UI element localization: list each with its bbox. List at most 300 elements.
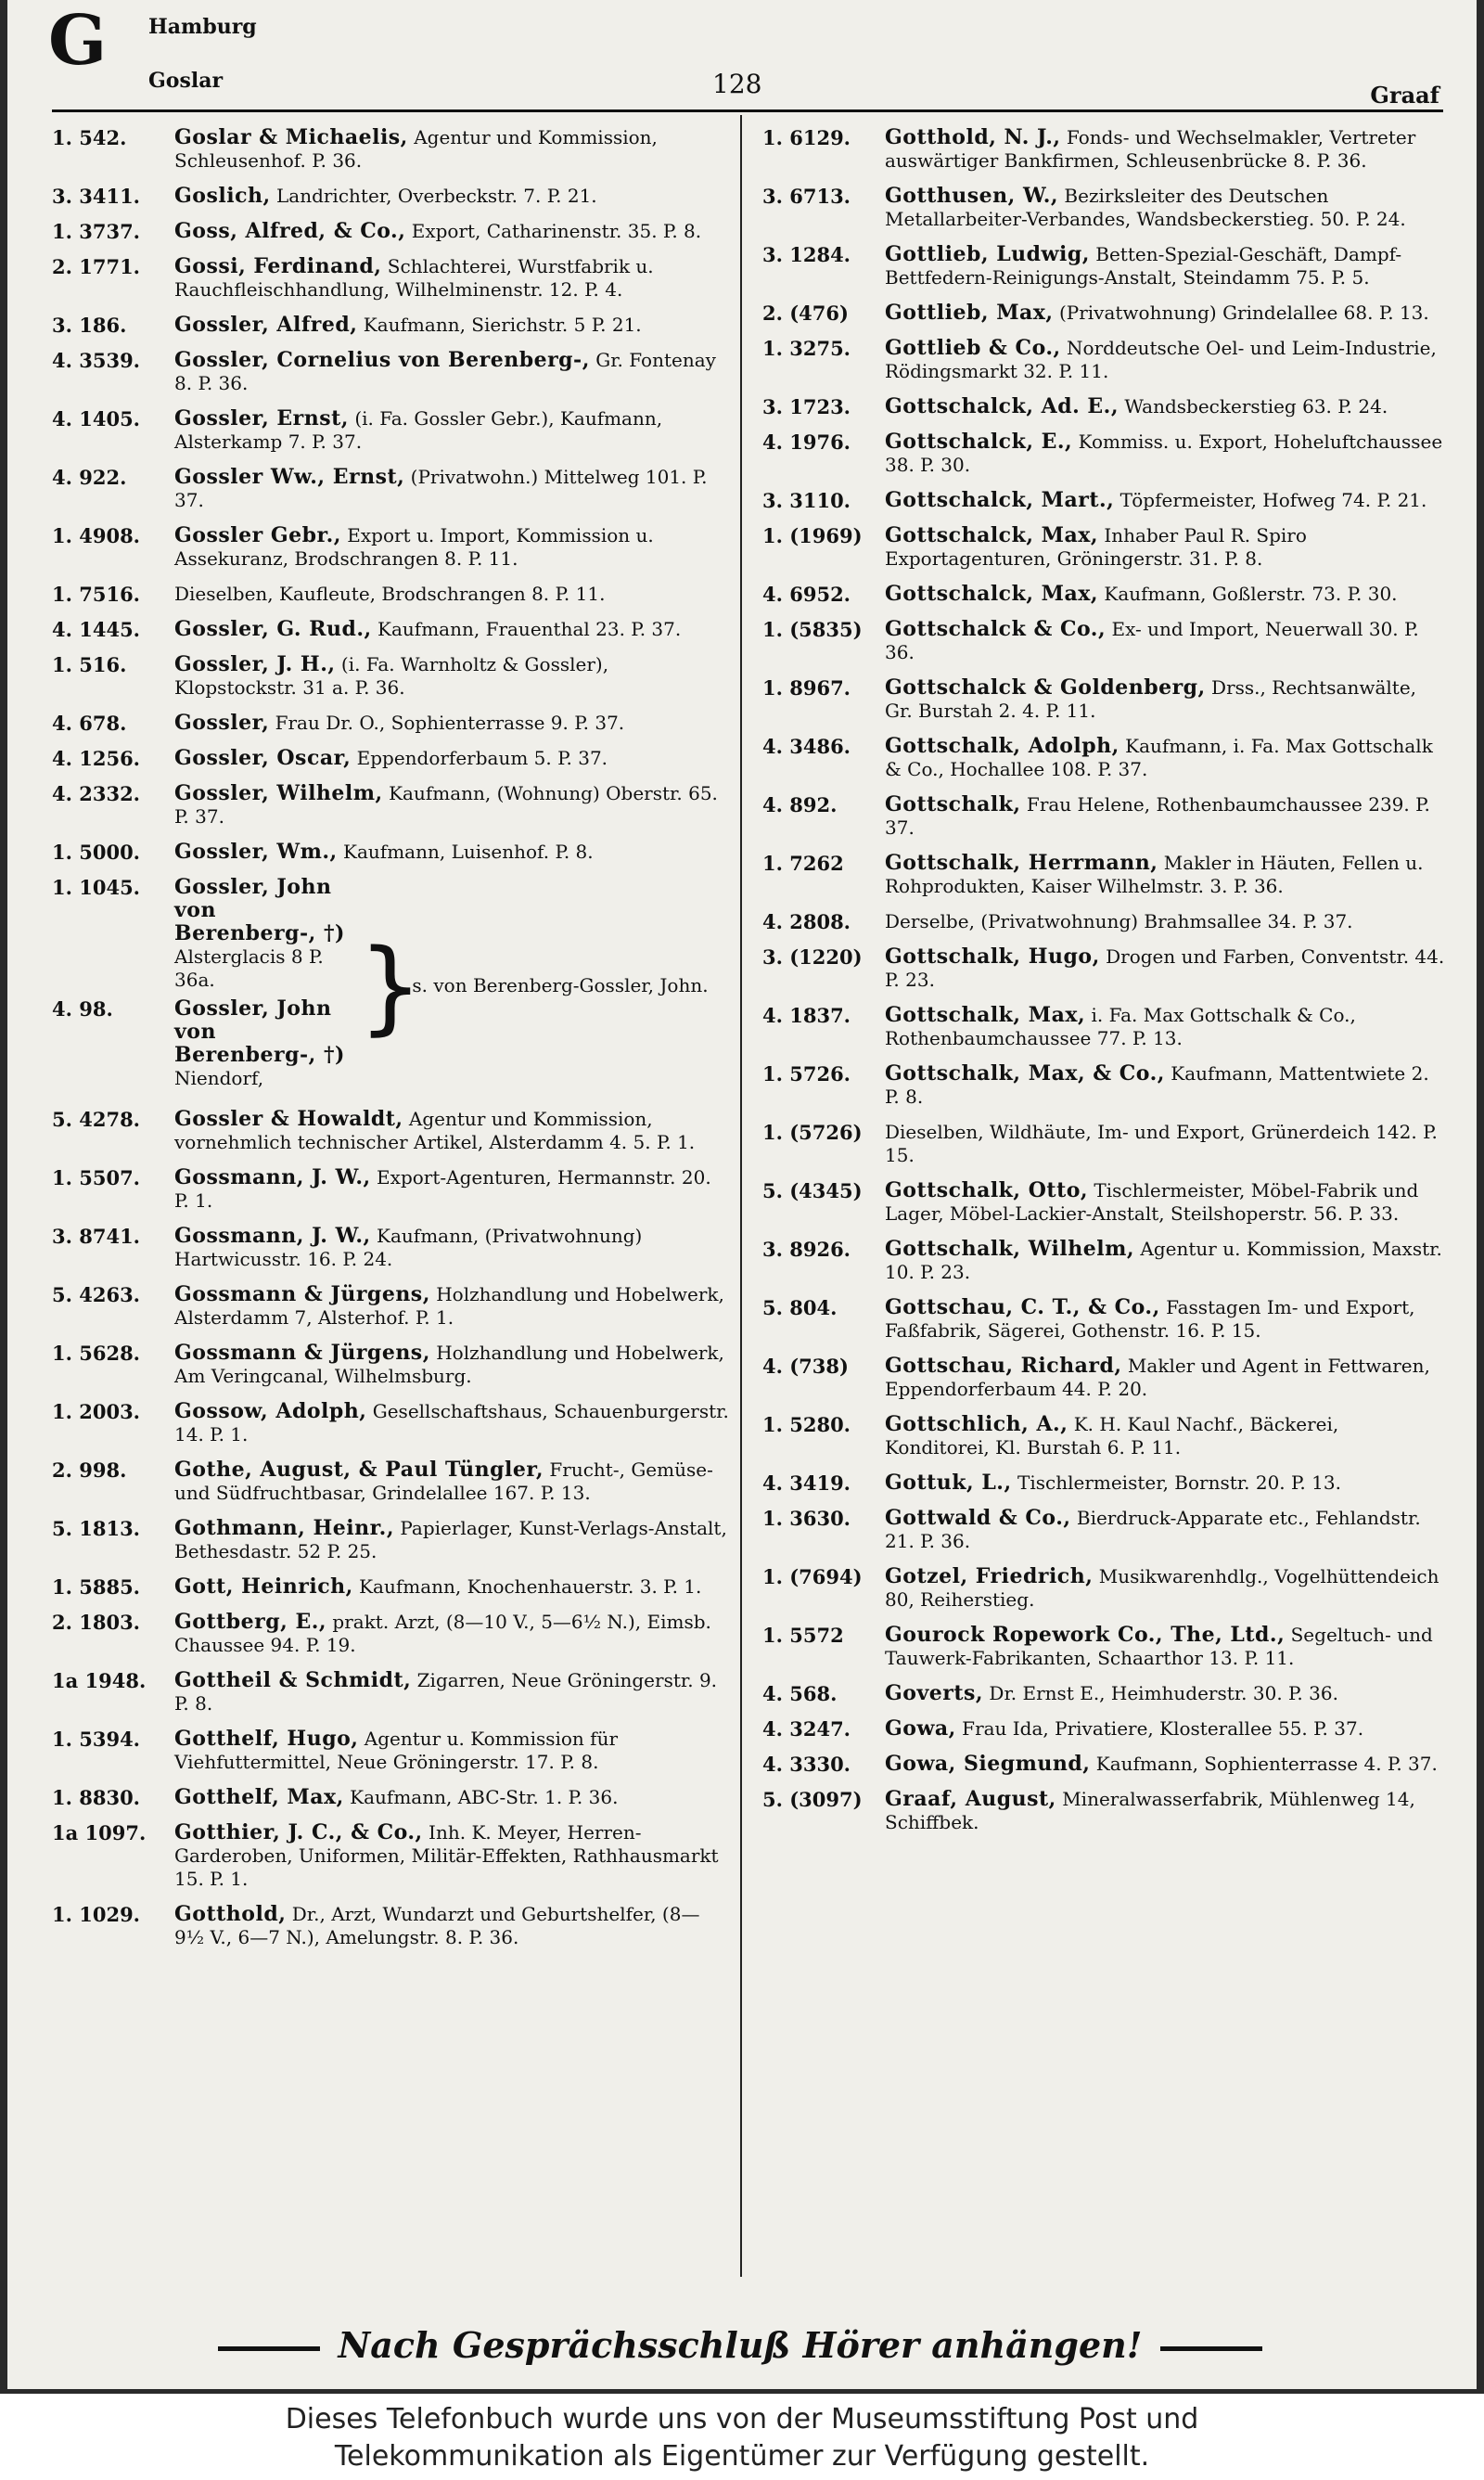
- entry-text: [885, 1179, 1445, 1226]
- entry-name: Gossi, Ferdinand,: [174, 254, 382, 278]
- entry-text: [174, 126, 729, 173]
- entry-phone-number: 4. 3419.: [762, 1471, 851, 1495]
- entry-name: Gourock Ropework Co., The, Ltd.,: [885, 1623, 1286, 1647]
- entry-phone-number: 4. 1256.: [52, 747, 140, 770]
- entry-phone-number: 4. 98.: [52, 997, 113, 1021]
- entry-name: Gottheil & Schmidt,: [174, 1668, 412, 1692]
- entry-phone-number: 1. 516.: [52, 653, 127, 676]
- directory-entry: [52, 126, 729, 173]
- entry-name: Gottschau, C. T., & Co.,: [885, 1295, 1160, 1319]
- entry-phone-number: 1. 4908.: [52, 524, 140, 547]
- entry-text: [174, 220, 729, 243]
- directory-entry: [52, 1903, 729, 1949]
- directory-entry: [762, 1355, 1445, 1401]
- entry-name: Gossler, Alfred,: [174, 313, 358, 337]
- entry-details: (i. Fa. Gossler Gebr.), Kaufmann, Alsterkamp 7. P. 37.: [174, 407, 663, 453]
- directory-entry: [52, 1575, 729, 1599]
- entry-phone-number: 3. 186.: [52, 314, 127, 337]
- entry-name: Gossler,: [174, 711, 270, 735]
- entry-name: Gottlieb, Ludwig,: [885, 242, 1090, 266]
- entry-text: [885, 337, 1445, 383]
- footer-notice: [0, 2394, 1484, 2480]
- entry-phone-number: 1. (5835): [762, 618, 863, 641]
- entry-text: [174, 1400, 729, 1446]
- directory-entry: [762, 1682, 1445, 1705]
- entry-phone-number: 4. 1976.: [762, 430, 851, 454]
- entry-phone-number: 3. 8926.: [762, 1238, 851, 1261]
- entry-name: Goss, Alfred, & Co.,: [174, 219, 406, 243]
- entry-text: [885, 583, 1445, 606]
- directory-entry: [762, 1624, 1445, 1670]
- entry-phone-number: 1. 8830.: [52, 1786, 140, 1809]
- entry-text: [174, 255, 729, 302]
- entry-name: Gottlieb & Co.,: [885, 336, 1061, 360]
- entry-phone-number: 1. 5628.: [52, 1342, 140, 1365]
- entry-phone-number: 4. 1837.: [762, 1004, 851, 1027]
- entry-text: [174, 1108, 729, 1154]
- entry-name: Gottschalk, Herrmann,: [885, 851, 1158, 875]
- entry-text: [174, 997, 358, 1090]
- entry-text: [174, 712, 729, 735]
- entry-details: prakt. Arzt, (8—10 V., 5—6½ N.), Eimsb. Chaussee 94. P. 19.: [174, 1611, 711, 1656]
- entry-details: Eppendorferbaum 5. P. 37.: [351, 747, 608, 769]
- entry-name: Gotthier, J. C., & Co.,: [174, 1820, 423, 1844]
- entry-phone-number: 4. 568.: [762, 1682, 838, 1705]
- entry-phone-number: 4. 6952.: [762, 583, 851, 606]
- entry-details: Bierdruck-Apparate etc., Fehlandstr. 21. P. 36.: [885, 1507, 1421, 1552]
- directory-entry: [762, 185, 1445, 231]
- directory-entry: [762, 1179, 1445, 1226]
- section-letter: G: [48, 1, 108, 81]
- entry-phone-number: 4. 3330.: [762, 1753, 851, 1776]
- entry-phone-number: 4. 892.: [762, 793, 838, 816]
- entry-details: Drogen und Farben, Conventstr. 44. P. 23.: [885, 945, 1445, 991]
- entry-phone-number: 1. 542.: [52, 126, 127, 149]
- entry-phone-number: 4. 3247.: [762, 1717, 851, 1741]
- entry-details: Kaufmann, Knochenhauerstr. 3. P. 1.: [352, 1575, 702, 1598]
- footer-line-1: Dieses Telefonbuch wurde uns von der Museumsstiftung Post und: [285, 2403, 1199, 2435]
- directory-page: [7, 0, 1477, 2389]
- entry-phone-number: 1. 5885.: [52, 1575, 140, 1599]
- entry-name: Gotthold,: [174, 1902, 287, 1926]
- entry-details: Inhaber Paul R. Spiro Exportagenturen, Gröningerstr. 31. P. 8.: [885, 524, 1307, 570]
- entry-name: Gottschalk, Adolph,: [885, 734, 1119, 758]
- entry-details: Kaufmann, i. Fa. Max Gottschalk & Co., Hochallee 108. P. 37.: [885, 735, 1433, 780]
- header-word-right: Graaf: [1370, 82, 1439, 109]
- bracket-entry: [52, 876, 358, 992]
- entry-text: [174, 524, 729, 571]
- entry-details: Niendorf,: [174, 1067, 264, 1089]
- entry-name: Gotthold, N. J.,: [885, 125, 1061, 149]
- directory-entry: [762, 676, 1445, 723]
- entry-phone-number: 2. 998.: [52, 1458, 127, 1482]
- entry-phone-number: 3. (1220): [762, 945, 863, 969]
- entry-name: Gottschalck, E.,: [885, 430, 1073, 454]
- directory-entry: [52, 653, 729, 700]
- entry-text: [885, 430, 1445, 477]
- entry-details: Dieselben, Kaufleute, Brodschrangen 8. P. 11.: [174, 583, 606, 605]
- entry-name: Gossler, Ernst,: [174, 406, 349, 430]
- entry-phone-number: 4. 1445.: [52, 618, 140, 641]
- directory-entry: [762, 852, 1445, 898]
- entry-name: Gowa,: [885, 1716, 956, 1741]
- entry-details: Dieselben, Wildhäute, Im- und Export, Grünerdeich 142. P. 15.: [885, 1121, 1438, 1166]
- directory-entry: [52, 255, 729, 302]
- entry-name: Gossler, Wilhelm,: [174, 781, 383, 805]
- entry-text: [885, 735, 1445, 781]
- entry-details: Agentur und Kommission, vornehmlich technischer Artikel, Alsterdamm 4. 5. P. 1.: [174, 1108, 696, 1153]
- bracket-symbol: }: [358, 926, 423, 1046]
- entry-details: Agentur u. Kommission, Maxstr. 10. P. 23.: [885, 1238, 1442, 1283]
- entry-text: [174, 1728, 729, 1774]
- entry-phone-number: 1. (5726): [762, 1121, 863, 1144]
- entry-details: Frau Helene, Rothenbaumchaussee 239. P. 37.: [885, 793, 1430, 839]
- entry-text: [885, 395, 1445, 418]
- entry-details: Tischlermeister, Bornstr. 20. P. 13.: [1011, 1471, 1341, 1494]
- entry-text: [174, 1821, 729, 1891]
- entry-phone-number: 3. 1284.: [762, 243, 851, 266]
- directory-entry: [52, 185, 729, 208]
- entry-text: [885, 302, 1445, 325]
- entry-details: Frau Ida, Privatiere, Klosterallee 55. P. 37.: [955, 1717, 1364, 1740]
- entry-name: Gossmann & Jürgens,: [174, 1282, 430, 1306]
- entry-name: Gossler & Howaldt,: [174, 1107, 403, 1131]
- entry-details: Papierlager, Kunst-Verlags-Anstalt, Bethesdastr. 52 P. 25.: [174, 1517, 727, 1562]
- entry-details: K. H. Kaul Nachf., Bäckerei, Konditorei, Kl. Burstah 6. P. 11.: [885, 1413, 1339, 1458]
- directory-entry: [762, 126, 1445, 173]
- entry-details: Dr. Ernst E., Heimhuderstr. 30. P. 36.: [983, 1682, 1338, 1704]
- entry-name: Gottschau, Richard,: [885, 1354, 1122, 1378]
- entry-phone-number: 5. (4345): [762, 1179, 863, 1202]
- directory-entry: [762, 1004, 1445, 1050]
- entry-name: Gottuk, L.,: [885, 1471, 1012, 1495]
- entry-details: Inh. K. Meyer, Herren-Garderoben, Uniformen, Militär-Effekten, Rathhausmarkt 15. P. 1.: [174, 1821, 719, 1890]
- slogan-rule-right: [1160, 2346, 1262, 2351]
- entry-phone-number: 1. (7694): [762, 1565, 863, 1588]
- entry-phone-number: 5. 804.: [762, 1296, 838, 1319]
- entry-text: [885, 1717, 1445, 1741]
- directory-entry: [762, 910, 1445, 933]
- entry-details: Norddeutsche Oel- und Leim-Industrie, Rödingsmarkt 32. P. 11.: [885, 337, 1437, 382]
- entry-name: Gottschalk, Wilhelm,: [885, 1237, 1135, 1261]
- entry-details: Export, Catharinenstr. 35. P. 8.: [405, 220, 702, 242]
- entry-details: (i. Fa. Warnholtz & Gossler), Klopstockstr. 31 a. P. 36.: [174, 653, 609, 699]
- entry-phone-number: 1. 7262: [762, 852, 844, 875]
- entry-text: [885, 243, 1445, 289]
- entry-phone-number: 1. 6129.: [762, 126, 851, 149]
- entry-phone-number: 1. (1969): [762, 524, 863, 547]
- entry-details: Frucht-, Gemüse- und Südfruchtbasar, Grindelallee 167. P. 13.: [174, 1458, 713, 1504]
- entry-text: [174, 466, 729, 512]
- entry-text: [174, 618, 729, 641]
- directory-entry: [52, 1342, 729, 1388]
- directory-entry: [762, 793, 1445, 840]
- entry-text: [885, 1004, 1445, 1050]
- entry-name: Gottschalk, Hugo,: [885, 944, 1100, 969]
- entry-name: Gottschalk,: [885, 792, 1021, 816]
- entry-name: Gotthelf, Hugo,: [174, 1727, 359, 1751]
- slogan: [184, 2324, 1297, 2366]
- entry-text: [174, 1517, 729, 1563]
- entry-details: Makler und Agent in Fettwaren, Eppendorferbaum 44. P. 20.: [885, 1355, 1430, 1400]
- entry-text: [174, 876, 358, 992]
- entry-text: [885, 1413, 1445, 1459]
- entry-phone-number: 4. 2332.: [52, 782, 140, 805]
- entry-details: Kaufmann, Sierichstr. 5 P. 21.: [357, 314, 642, 336]
- slogan-rule-left: [218, 2346, 320, 2351]
- entry-phone-number: 4. (738): [762, 1355, 849, 1378]
- entry-details: (Privatwohnung) Grindelallee 68. P. 13.: [1053, 302, 1429, 324]
- entry-text: [885, 524, 1445, 571]
- entry-details: Holzhandlung und Hobelwerk, Alsterdamm 7, Alsterhof. P. 1.: [174, 1283, 724, 1329]
- directory-entry: [52, 314, 729, 337]
- entry-phone-number: 4. 2808.: [762, 910, 851, 933]
- entry-name: Gottschalck, Mart.,: [885, 488, 1115, 512]
- entry-name: Gottschalck & Co.,: [885, 617, 1107, 641]
- entry-details: Kaufmann, (Privatwohnung) Hartwicusstr. 16. P. 24.: [174, 1225, 643, 1270]
- entry-name: Gottschalck, Max,: [885, 582, 1099, 606]
- entry-details: Bezirksleiter des Deutschen Metallarbeiter-Verbandes, Wandsbeckerstieg. 50. P. 24.: [885, 185, 1406, 230]
- entry-name: Gossler, Oscar,: [174, 746, 352, 770]
- directory-entry: [762, 337, 1445, 383]
- entry-phone-number: 5. (3097): [762, 1788, 863, 1811]
- entry-text: [885, 910, 1445, 933]
- entry-details: Musikwarenhdlg., Vogelhüttendeich 80, Reiherstieg.: [885, 1565, 1439, 1611]
- entry-phone-number: 3. 3411.: [52, 185, 140, 208]
- entry-name: Gottschalk, Otto,: [885, 1178, 1089, 1202]
- directory-entry: [52, 712, 729, 735]
- entry-text: [174, 407, 729, 454]
- entry-name: Graaf, August,: [885, 1787, 1056, 1811]
- entry-name: Gossler, G. Rud.,: [174, 617, 372, 641]
- entry-details: (Privatwohn.) Mittelweg 101. P. 37.: [174, 466, 708, 511]
- entry-details: Zigarren, Neue Gröningerstr. 9. P. 8.: [174, 1669, 718, 1715]
- entry-name: Gothe, August, & Paul Tüngler,: [174, 1458, 544, 1482]
- entry-name: Gossler, John von Berenberg-, †): [174, 996, 345, 1067]
- directory-entry: [52, 1400, 729, 1446]
- entry-details: Fonds- und Wechselmakler, Vertreter auswärtiger Bankfirmen, Schleusenbrücke 8. P. 36.: [885, 126, 1416, 172]
- header-rule: [52, 109, 1443, 112]
- entry-text: [885, 185, 1445, 231]
- directory-entry: [52, 1225, 729, 1271]
- entry-name: Gossler, Wm.,: [174, 840, 338, 864]
- entry-text: [885, 1062, 1445, 1109]
- entry-phone-number: 5. 4263.: [52, 1283, 140, 1306]
- entry-phone-number: 1. 8967.: [762, 676, 851, 700]
- directory-entry: [52, 1517, 729, 1563]
- entry-phone-number: 4. 922.: [52, 466, 127, 489]
- entry-text: [885, 945, 1445, 992]
- entry-name: Gossler Gebr.,: [174, 523, 341, 547]
- entry-phone-number: 1. 2003.: [52, 1400, 140, 1423]
- entry-text: [885, 1624, 1445, 1670]
- entry-name: Gossler, John von Berenberg-, †): [174, 875, 345, 945]
- entry-details: Landrichter, Overbeckstr. 7. P. 21.: [270, 185, 597, 207]
- entry-name: Gossmann, J. W.,: [174, 1165, 371, 1189]
- directory-entry: [52, 1821, 729, 1891]
- entry-name: Gottwald & Co.,: [885, 1506, 1071, 1530]
- entry-name: Gowa, Siegmund,: [885, 1752, 1091, 1776]
- entry-phone-number: 1. 1029.: [52, 1903, 140, 1926]
- entry-name: Gottlieb, Max,: [885, 301, 1054, 325]
- entry-text: [174, 1669, 729, 1715]
- entry-phone-number: 2. (476): [762, 302, 849, 325]
- entry-text: [885, 1121, 1445, 1167]
- entry-phone-number: 1. 5394.: [52, 1728, 140, 1751]
- entry-details: Schlachterei, Wurstfabrik u. Rauchfleischhandlung, Wilhelminenstr. 12. P. 4.: [174, 255, 654, 301]
- entry-details: Mineralwasserfabrik, Mühlenweg 14, Schiffbek.: [885, 1788, 1415, 1833]
- entry-name: Gottschalck & Goldenberg,: [885, 675, 1206, 700]
- entry-details: Gesellschaftshaus, Schauenburgerstr. 14. P. 1.: [174, 1400, 729, 1446]
- entry-text: [174, 653, 729, 700]
- entry-details: Kommiss. u. Export, Hoheluftchaussee 38. P. 30.: [885, 430, 1443, 476]
- entry-phone-number: 1. 7516.: [52, 583, 140, 606]
- entry-text: [174, 1786, 729, 1809]
- bracket-reference: s. von Berenberg-Gossler, John.: [412, 974, 709, 996]
- entry-name: Gossmann, J. W.,: [174, 1224, 371, 1248]
- directory-entry: [52, 1108, 729, 1154]
- entry-details: Drss., Rechtsanwälte, Gr. Burstah 2. 4. P. 11.: [885, 676, 1417, 722]
- entry-details: Agentur und Kommission, Schleusenhof. P. 36.: [174, 126, 658, 172]
- entry-phone-number: 2. 1803.: [52, 1611, 140, 1634]
- entry-text: [885, 1565, 1445, 1612]
- entry-text: [885, 1507, 1445, 1553]
- entry-details: Tischlermeister, Möbel-Fabrik und Lager, Möbel-Lackier-Anstalt, Steilshoperstr. 56. P. 33.: [885, 1179, 1419, 1225]
- entry-text: [174, 782, 729, 829]
- slogan-text: Nach Gesprächsschluß Hörer anhängen!: [338, 2324, 1143, 2366]
- entry-text: [885, 1296, 1445, 1343]
- directory-entry: [762, 1753, 1445, 1776]
- entry-text: [174, 185, 729, 208]
- directory-entry: [52, 524, 729, 571]
- entry-details: Kaufmann, Sophienterrasse 4. P. 37.: [1090, 1753, 1438, 1775]
- entry-name: Goslar & Michaelis,: [174, 125, 408, 149]
- directory-entry: [762, 945, 1445, 992]
- entry-details: Betten-Spezial-Geschäft, Dampf-Bettfedern-Reinigungs-Anstalt, Steindamm 75. P. 5.: [885, 243, 1402, 289]
- entry-name: Goverts,: [885, 1681, 984, 1705]
- entry-details: Segeltuch- und Tauwerk-Fabrikanten, Schaarthor 13. P. 11.: [885, 1624, 1433, 1669]
- entry-name: Gothmann, Heinr.,: [174, 1516, 394, 1540]
- entry-name: Gossmann & Jürgens,: [174, 1341, 430, 1365]
- entry-details: Gr. Fontenay 8. P. 36.: [174, 349, 716, 394]
- entry-details: Export u. Import, Kommission u. Assekuranz, Brodschrangen 8. P. 11.: [174, 524, 654, 570]
- entry-details: Kaufmann, Goßlerstr. 73. P. 30.: [1098, 583, 1398, 605]
- entry-text: [174, 1283, 729, 1330]
- left-column: [52, 126, 729, 1961]
- entry-text: [885, 1471, 1445, 1495]
- directory-entry: [762, 243, 1445, 289]
- entry-text: [174, 841, 729, 864]
- directory-entry: [762, 524, 1445, 571]
- entry-text: [885, 676, 1445, 723]
- entry-phone-number: 1a 1097.: [52, 1821, 147, 1844]
- entry-phone-number: 1. 3737.: [52, 220, 140, 243]
- entry-phone-number: 1. 5280.: [762, 1413, 851, 1436]
- entry-details: Frau Dr. O., Sophienterrasse 9. P. 37.: [269, 712, 625, 734]
- entry-text: [885, 618, 1445, 664]
- entry-details: Alsterglacis 8 P. 36a.: [174, 945, 324, 991]
- directory-entry: [762, 1471, 1445, 1495]
- entry-text: [885, 1682, 1445, 1705]
- entry-phone-number: 3. 8741.: [52, 1225, 140, 1248]
- entry-name: Gottschlich, A.,: [885, 1412, 1068, 1436]
- entry-details: Kaufmann, Frauenthal 23. P. 37.: [371, 618, 682, 640]
- entry-text: [174, 583, 729, 606]
- entry-details: Makler in Häuten, Fellen u. Rohprodukten, Kaiser Wilhelmstr. 3. P. 36.: [885, 852, 1424, 897]
- entry-phone-number: 2. 1771.: [52, 255, 140, 278]
- directory-entry: [52, 1283, 729, 1330]
- entry-text: [174, 1458, 729, 1505]
- entry-text: [174, 1342, 729, 1388]
- entry-text: [174, 1225, 729, 1271]
- entry-phone-number: 4. 1405.: [52, 407, 140, 430]
- entry-details: Töpfermeister, Hofweg 74. P. 21.: [1114, 489, 1427, 511]
- entry-text: [885, 1238, 1445, 1284]
- directory-entry: [52, 782, 729, 829]
- entry-details: Export-Agenturen, Hermannstr. 20. P. 1.: [174, 1166, 711, 1212]
- directory-entry: [762, 1507, 1445, 1553]
- entry-phone-number: 1. 5726.: [762, 1062, 851, 1086]
- directory-entry: [762, 1565, 1445, 1612]
- directory-entry: [52, 1166, 729, 1213]
- bracket-group: [52, 876, 729, 1096]
- entry-phone-number: 3. 6713.: [762, 185, 851, 208]
- directory-entry: [52, 466, 729, 512]
- entry-text: [174, 747, 729, 770]
- entry-name: Goslich,: [174, 184, 271, 208]
- entry-text: [174, 314, 729, 337]
- entry-name: Gottschalck, Max,: [885, 523, 1099, 547]
- entry-name: Gossler, J. H.,: [174, 652, 336, 676]
- entry-text: [174, 1611, 729, 1657]
- entry-details: Agentur u. Kommission für Viehfuttermittel, Neue Gröningerstr. 17. P. 8.: [174, 1728, 619, 1773]
- entry-details: Kaufmann, Luisenhof. P. 8.: [337, 841, 594, 863]
- directory-entry: [762, 1717, 1445, 1741]
- entry-name: Gottberg, E.,: [174, 1610, 327, 1634]
- directory-entry: [52, 349, 729, 395]
- directory-entry: [762, 489, 1445, 512]
- directory-entry: [762, 302, 1445, 325]
- directory-entry: [762, 1238, 1445, 1284]
- directory-entry: [762, 735, 1445, 781]
- entry-phone-number: 4. 3486.: [762, 735, 851, 758]
- entry-text: [174, 1903, 729, 1949]
- directory-entry: [52, 583, 729, 606]
- entry-phone-number: 1. 1045.: [52, 876, 140, 899]
- entry-phone-number: 1. 3630.: [762, 1507, 851, 1530]
- entry-name: Gotthelf, Max,: [174, 1785, 344, 1809]
- entry-phone-number: 3. 3110.: [762, 489, 851, 512]
- directory-entry: [762, 1296, 1445, 1343]
- directory-entry: [762, 1062, 1445, 1109]
- directory-entry: [52, 618, 729, 641]
- entry-phone-number: 1. 5572: [762, 1624, 844, 1647]
- header-word-top: Hamburg: [148, 15, 257, 39]
- entry-text: [885, 793, 1445, 840]
- directory-entry: [52, 1611, 729, 1657]
- entry-details: Ex- und Import, Neuerwall 30. P. 36.: [885, 618, 1419, 663]
- entry-text: [885, 852, 1445, 898]
- entry-details: i. Fa. Max Gottschalk & Co., Rothenbaumchaussee 77. P. 13.: [885, 1004, 1356, 1049]
- entry-phone-number: 1a 1948.: [52, 1669, 147, 1692]
- entry-name: Gottschalk, Max, & Co.,: [885, 1061, 1165, 1086]
- entry-text: [885, 1753, 1445, 1776]
- entry-name: Gotzel, Friedrich,: [885, 1564, 1094, 1588]
- entry-name: Gott, Heinrich,: [174, 1574, 353, 1599]
- directory-entry: [762, 1121, 1445, 1167]
- footer-line-2: Telekommunikation als Eigentümer zur Verfügung gestellt.: [334, 2440, 1150, 2473]
- page-number: 128: [712, 69, 762, 99]
